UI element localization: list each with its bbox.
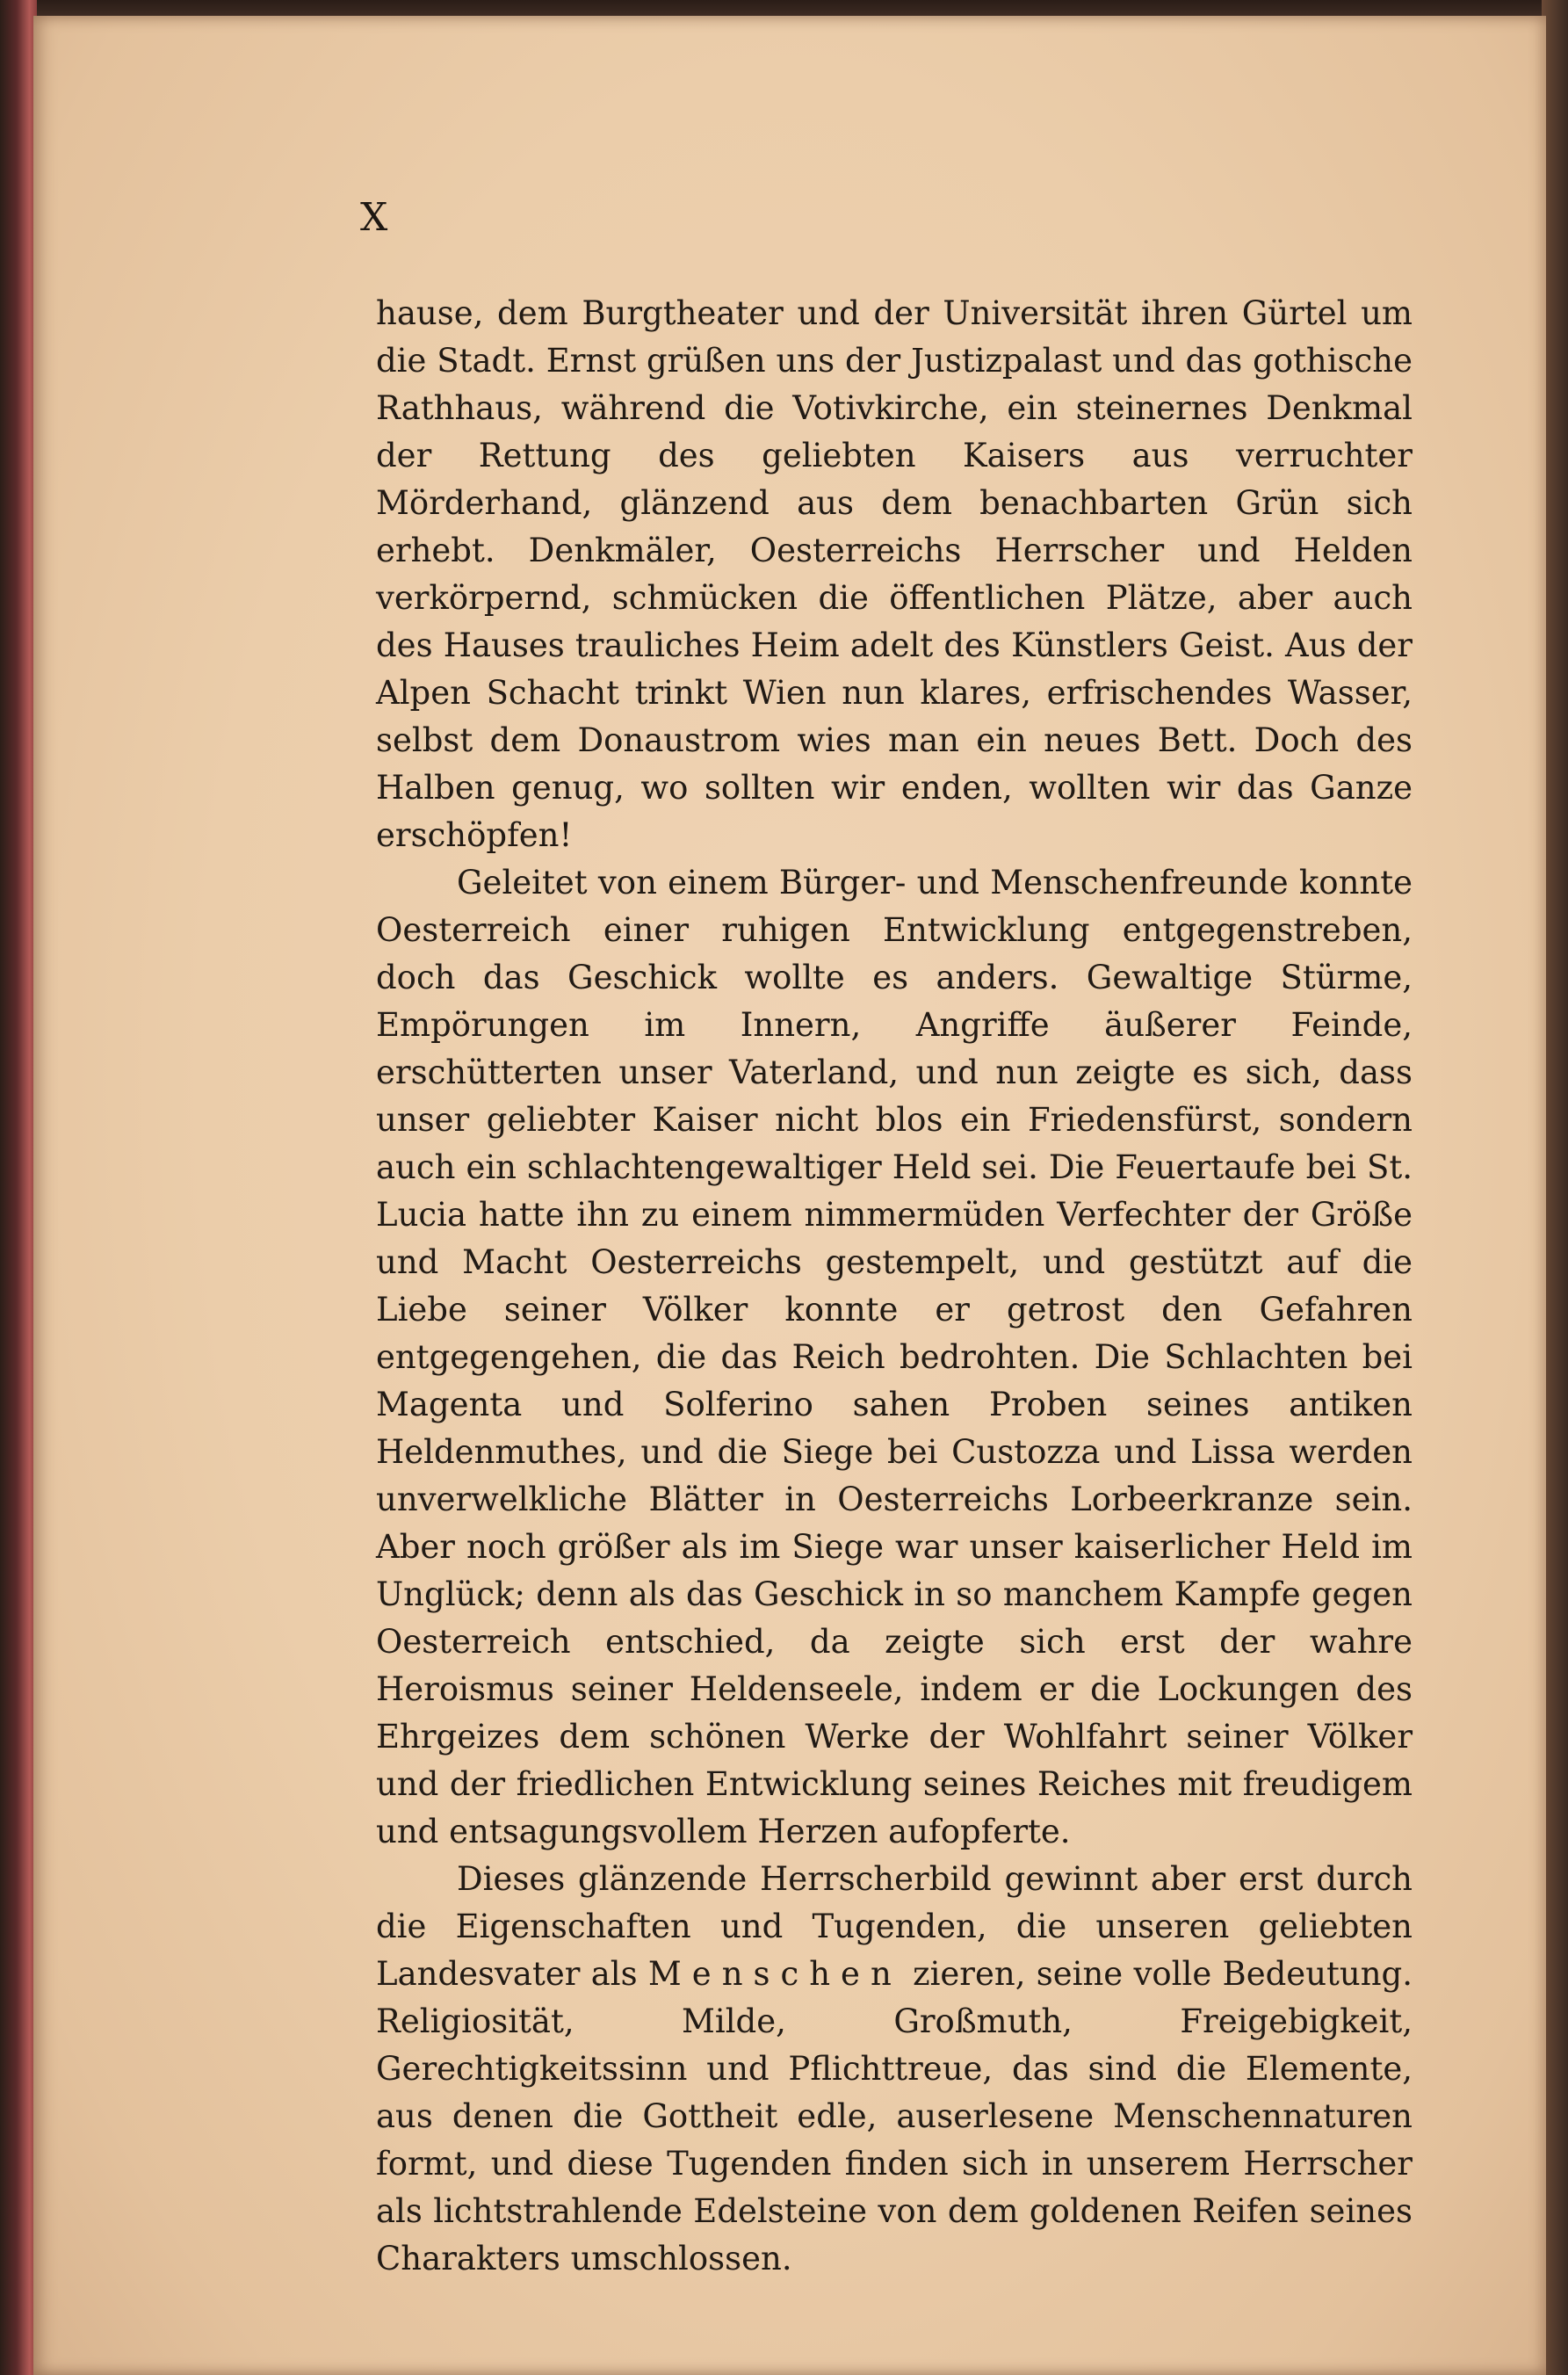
paragraph-3	[376, 1856, 1413, 2283]
spaced-emphasis-word: Menschen	[647, 1955, 902, 1993]
body-text	[376, 290, 1413, 2283]
paragraph-1: hause, dem Burgtheater und der Universität ihren Gürtel um die Stadt. Ernst grüßen uns der Justizpalast und das gothische Rathhaus, während die Votivkirche, ein steinernes Denkmal der Rettung des geliebten Kaisers aus verruchter Mörderhand, glänzend aus dem benachbarten Grün sich erhebt. Denkmäler, Oesterreichs Herrscher und Helden verkörpernd, schmücken die öffentlichen Plätze, aber auch des Hauses trauliches Heim adelt des Künstlers Geist. Aus der Alpen Schacht trinkt Wien nun klares, erfrischendes Wasser, selbst dem Donaustrom wies man ein neues Bett. Doch des Halben genug, wo sollten wir enden, wollten wir das Ganze erschöpfen!	[376, 294, 1413, 854]
book-spine-edge	[0, 0, 37, 2375]
paragraph-3-part-1: Dieses glänzende Herrscherbild gewinnt aber erst durch die Eigenschaften und Tugenden, die unseren geliebten Landesvater als	[376, 1860, 1413, 1993]
page-number: X	[360, 195, 390, 240]
paragraph-3-part-2: zieren, seine volle Bedeutung. Religiosität, Milde, Großmuth, Freigebigkeit, Gerechtigkeitssinn und Pflichttreue, das sind die Elemente, aus denen die Gottheit edle, auserlesene Menschennaturen formt, und diese Tugenden finden sich in unserem Herrscher als lichtstrahlende Edelsteine von dem goldenen Reifen seines Charakters umschlossen.	[376, 1955, 1413, 2277]
paragraph-2: Geleitet von einem Bürger- und Menschenfreunde konnte Oesterreich einer ruhigen Entwicklung entgegenstreben, doch das Geschick wollte es anders. Gewaltige Stürme, Empörungen im Innern, Angriffe äußerer Feinde, erschütterten unser Vaterland, und nun zeigte es sich, dass unser geliebter Kaiser nicht blos ein Friedensfürst, sondern auch ein schlachtengewaltiger Held sei. Die Feuertaufe bei St. Lucia hatte ihn zu einem nimmermüden Verfechter der Größe und Macht Oesterreichs gestempelt, und gestützt auf die Liebe seiner Völker konnte er getrost den Gefahren entgegengehen, die das Reich bedrohten. Die Schlachten bei Magenta und Solferino sahen Proben seines antiken Heldenmuthes, und die Siege bei Custozza und Lissa werden unverwelkliche Blätter in Oesterreichs Lorbeerkranze sein. Aber noch größer als im Siege war unser kaiserlicher Held im Unglück; denn als das Geschick in so manchem Kampfe gegen Oesterreich entschied, da zeigte sich erst der wahre Heroismus seiner Heldenseele, indem er die Lockungen des Ehrgeizes dem schönen Werke der Wohlfahrt seiner Völker und der friedlichen Entwicklung seines Reiches mit freudigem und entsagungsvollem Herzen aufopferte.	[376, 864, 1413, 1850]
